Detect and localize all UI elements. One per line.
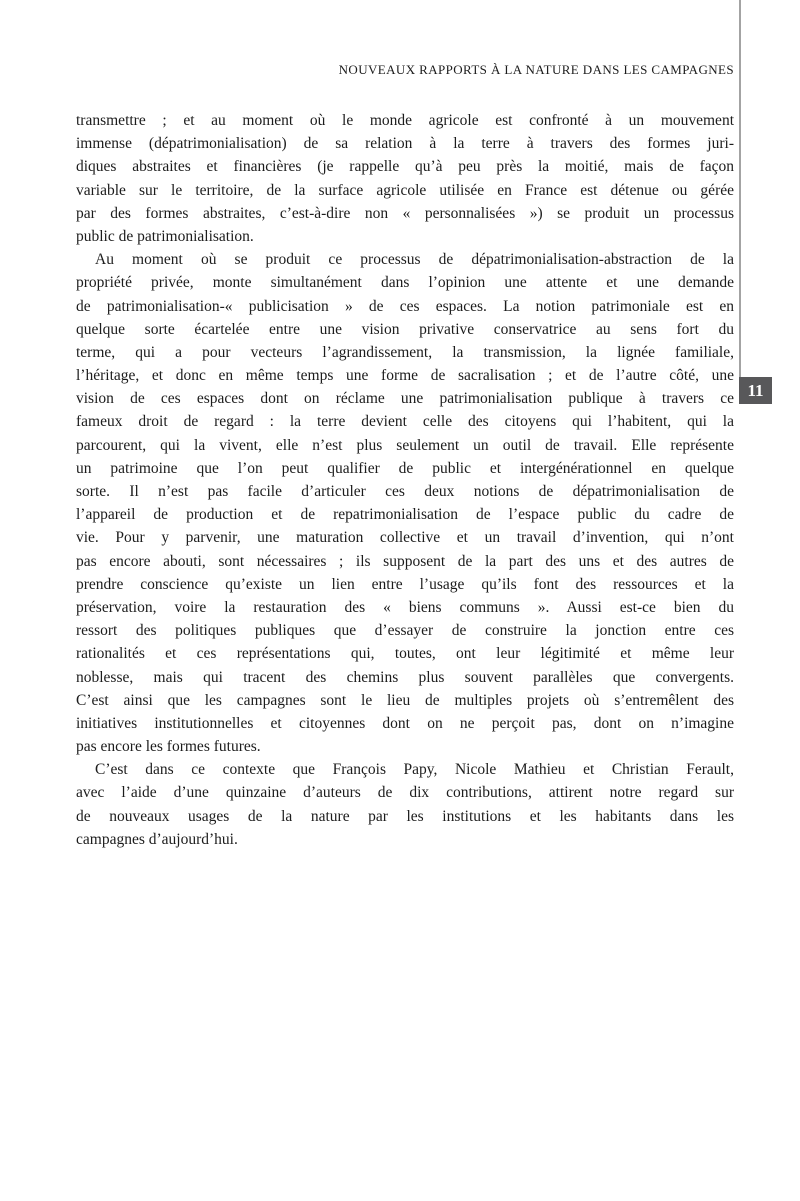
- text-line: avec l’aide d’une quinzaine d’auteurs de dix contributions, attirent notre regard sur: [76, 784, 734, 802]
- text-line: pas encore abouti, sont nécessaires ; ils supposent de la part des uns et des autres de: [76, 552, 734, 570]
- text-line: de patrimonialisation-« publicisation » de ces espaces. La notion patrimoniale est en: [76, 297, 734, 315]
- text-line: C’est dans ce contexte que François Papy, Nicole Mathieu et Christian Ferault,: [95, 761, 734, 779]
- text-line: propriété privée, monte simultanément dans l’opinion une attente et une demande: [76, 274, 734, 292]
- text-line: par des formes abstraites, c’est-à-dire non « personnalisées ») se produit un processus: [76, 204, 734, 222]
- text-line: prendre conscience qu’existe un lien entre l’usage qu’ils font des ressources et la: [76, 575, 734, 593]
- body-text: [76, 109, 734, 851]
- margin-rule: [739, 0, 741, 377]
- text-line: variable sur le territoire, de la surface agricole utilisée en France est détenue ou gérée: [76, 181, 734, 199]
- text-line: Au moment où se produit ce processus de dépatrimonialisation-abstraction de la: [95, 251, 734, 269]
- text-line: quelque sorte écartelée entre une vision privative conservatrice au sens fort du: [76, 320, 734, 338]
- text-line: immense (dépatrimonialisation) de sa relation à la terre à travers des formes juri-: [76, 135, 734, 153]
- paragraph: [76, 248, 734, 758]
- text-line: public de patrimonialisation.: [76, 227, 254, 245]
- text-line: un patrimoine que l’on peut qualifier de public et intergénérationnel en quelque: [76, 459, 734, 477]
- paragraph: [76, 109, 734, 248]
- paragraph: [76, 758, 734, 851]
- text-line: vie. Pour y parvenir, une maturation collective et un travail d’invention, qui n’ont: [76, 529, 734, 547]
- text-line: noblesse, mais qui tracent des chemins plus souvent parallèles que convergents.: [76, 668, 734, 686]
- text-line: fameux droit de regard : la terre devient celle des citoyens qui l’habitent, qui la: [76, 413, 734, 431]
- text-line: parcourent, qui la vivent, elle n’est plus seulement un outil de travail. Elle représente: [76, 436, 734, 454]
- text-line: diques abstraites et financières (je rappelle qu’à peu près la moitié, mais de façon: [76, 158, 734, 176]
- text-line: C’est ainsi que les campagnes sont le lieu de multiples projets où s’entremêlent des: [76, 691, 734, 709]
- text-line: terme, qui a pour vecteurs l’agrandissement, la transmission, la lignée familiale,: [76, 343, 734, 361]
- text-line: de nouveaux usages de la nature par les institutions et les habitants dans les: [76, 807, 734, 825]
- text-line: rationalités et ces représentations qui, toutes, ont leur légitimité et même leur: [76, 645, 734, 663]
- running-header: NOUVEAUX RAPPORTS À LA NATURE DANS LES CAMPAGNES: [338, 62, 734, 77]
- text-line: sorte. Il n’est pas facile d’articuler ces deux notions de dépatrimonialisation de: [76, 483, 734, 500]
- text-line: initiatives institutionnelles et citoyennes dont on ne perçoit pas, dont on n’imagine: [76, 714, 734, 732]
- text-line: préservation, voire la restauration des « biens communs ». Aussi est-ce bien du: [76, 598, 734, 616]
- text-line: ressort des politiques publiques que d’essayer de construire la jonction entre ces: [76, 622, 734, 640]
- text-line: l’appareil de production et de repatrimonialisation de l’espace public du cadre de: [76, 506, 734, 524]
- text-line: l’héritage, et donc en même temps une forme de sacralisation ; et de l’autre côté, une: [76, 367, 734, 385]
- text-line: transmettre ; et au moment où le monde agricole est confronté à un mouvement: [76, 112, 734, 129]
- text-line: campagnes d’aujourd’hui.: [76, 830, 238, 848]
- page-number-badge: 11: [739, 377, 772, 404]
- text-line: pas encore les formes futures.: [76, 738, 261, 756]
- text-line: vision de ces espaces dont on réclame une patrimonialisation publique à travers ce: [76, 390, 734, 408]
